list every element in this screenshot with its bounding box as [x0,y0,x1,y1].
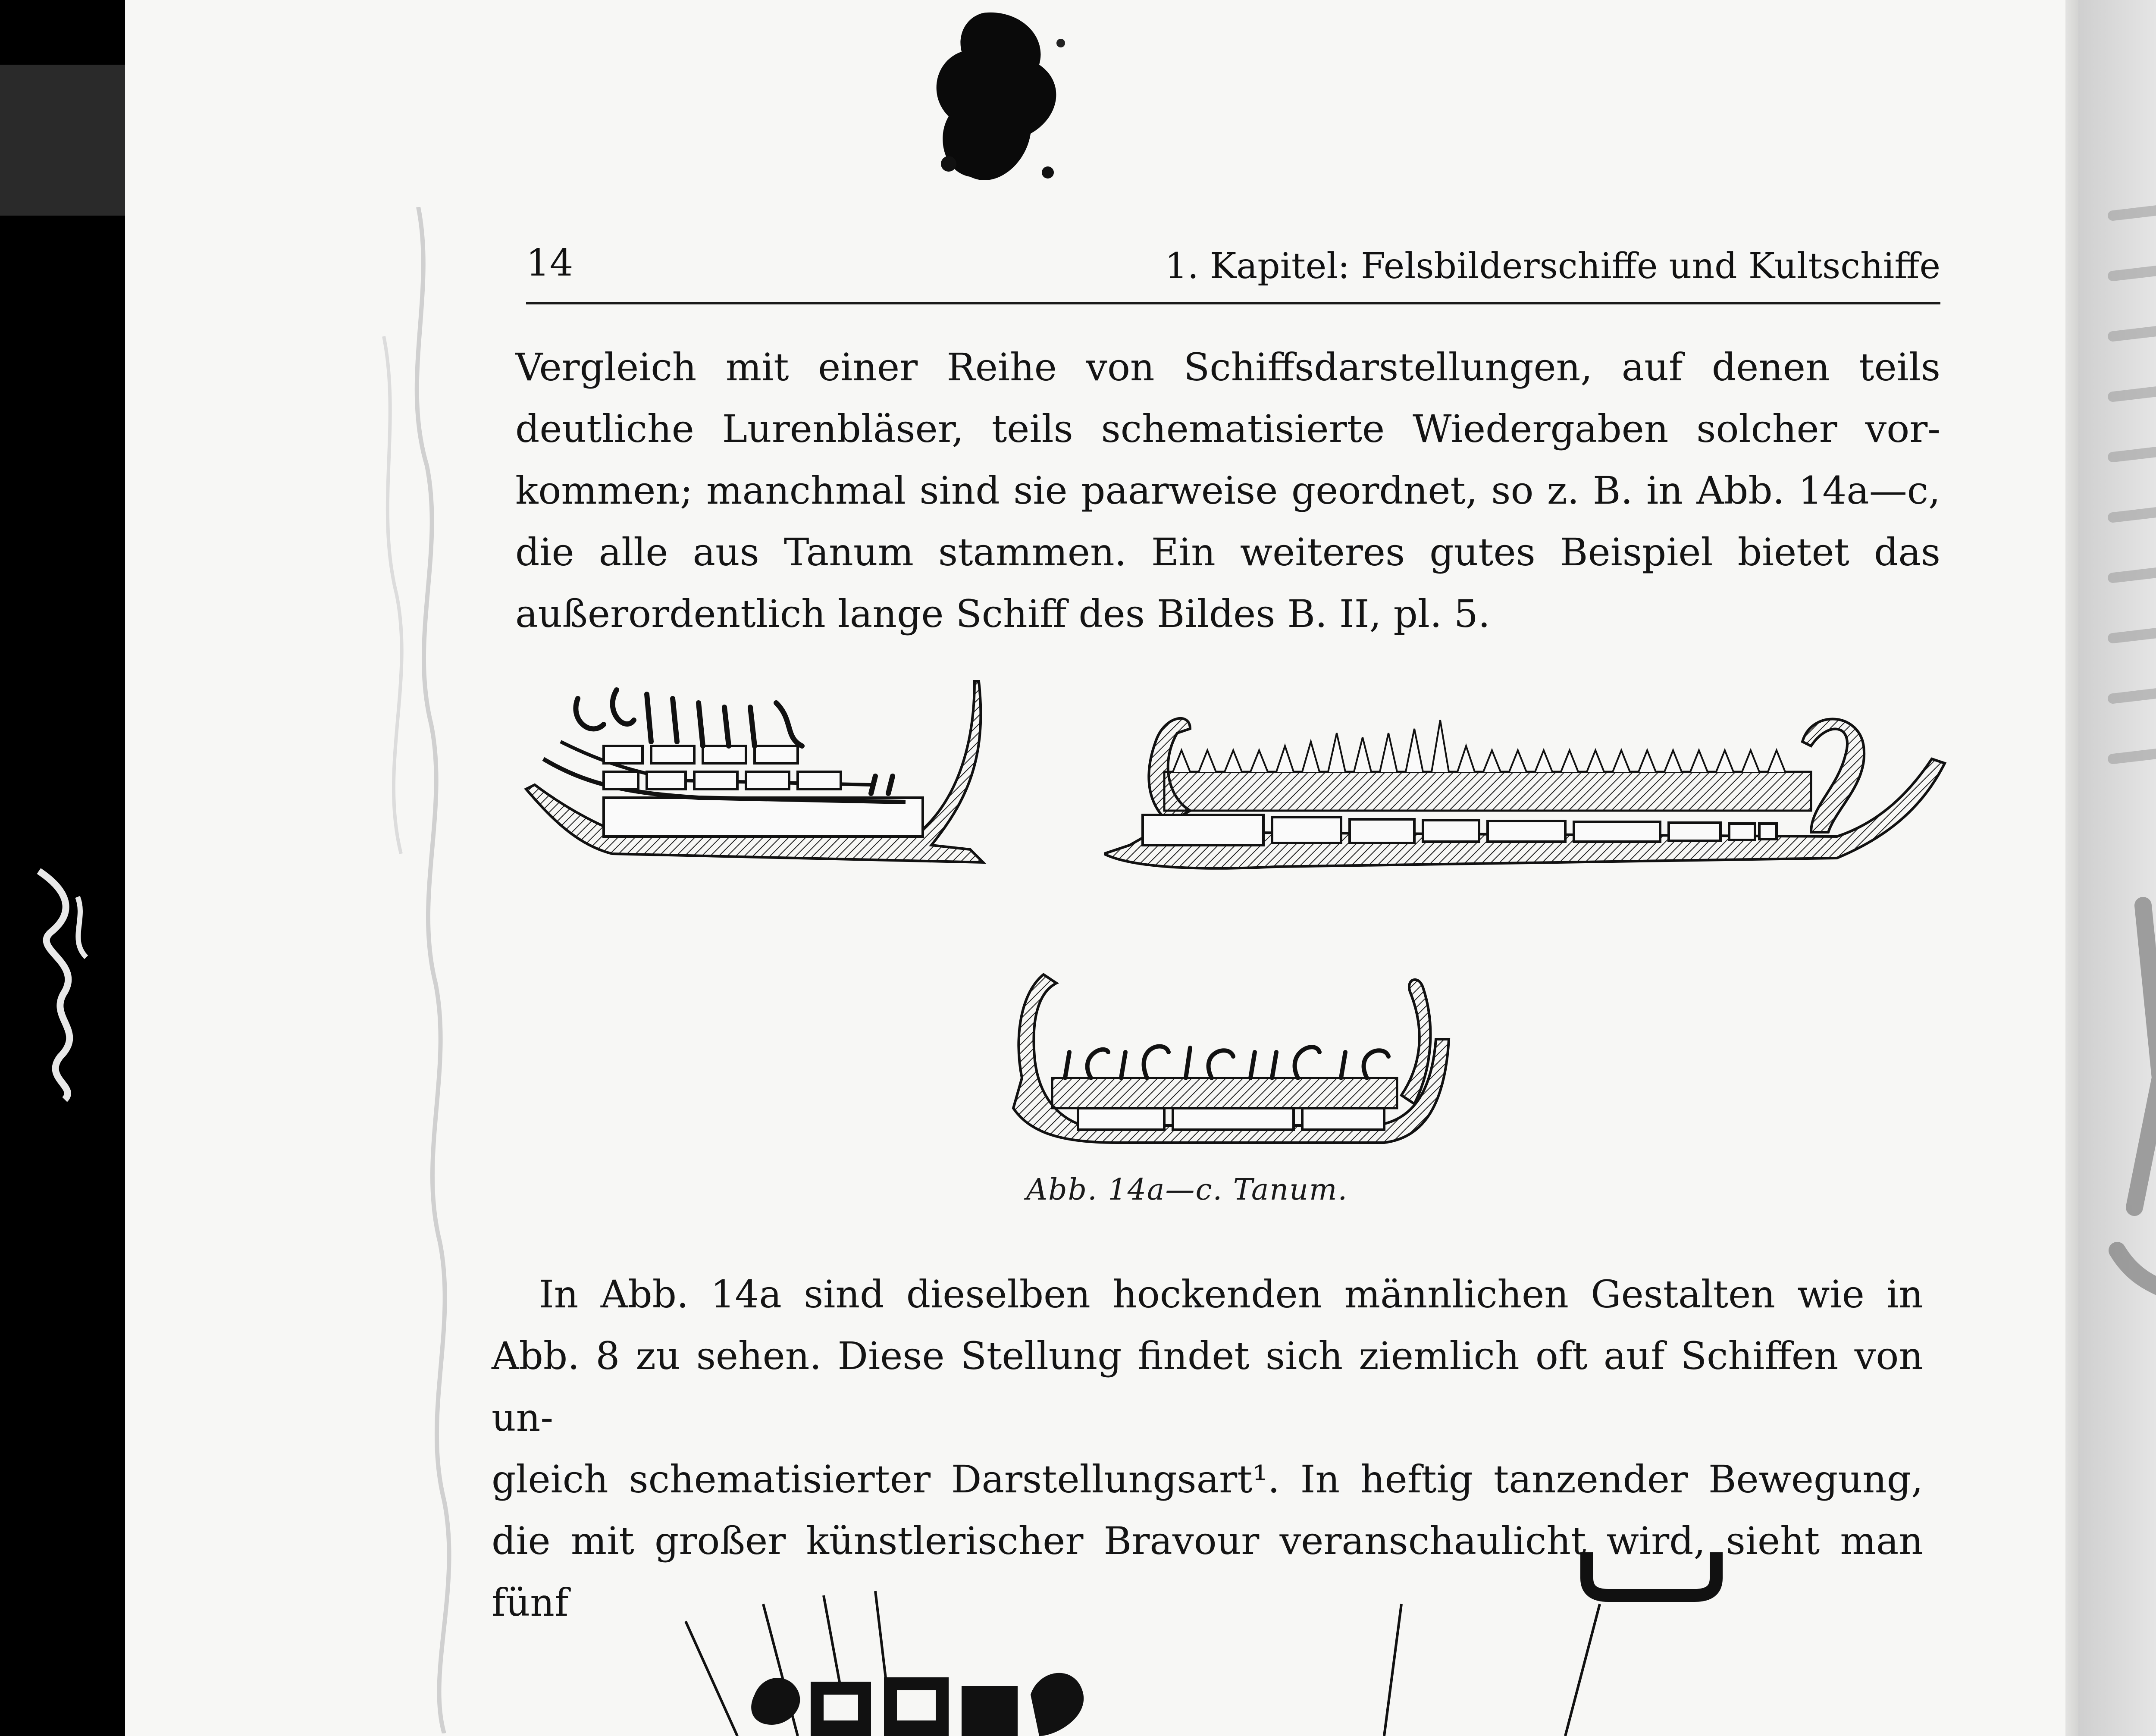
text-line: Abb. 8 zu sehen. Diese Stellung findet sich ziemlich oft auf Schiffen von un- [492,1334,1923,1440]
text-line: deutliche Lurenbläser, teils schematisierte Wiedergaben solcher vor- [515,407,1940,451]
figure-caption: Abb. 14a—c. Tanum. [1026,1173,1348,1207]
text-line: außerordentlich lange Schiff des Bildes B. II, pl. 5. [515,592,1490,636]
pencil-annotation [332,207,505,1733]
rock-carving-ship-14c [1005,966,1457,1151]
text-line: die mit großer künstlerischer Bravour veranschaulicht wird, sieht man fünf [492,1519,1923,1625]
page-header [526,241,1940,304]
margin-handwriting [13,862,108,1104]
running-title: 1. Kapitel: Felsbilderschiffe und Kultschiffe [1165,246,1940,287]
ink-stain [918,9,1082,198]
text-line: gleich schematisierter Darstellungsart¹. In heftig tanzender Bewegung, [492,1457,1923,1501]
rock-carving-ship-14a [517,673,992,880]
rock-carving-ship-14b [1104,694,1949,875]
text-line: In Abb. 14a sind dieselben hockenden männlichen Gestalten wie in [539,1272,1923,1316]
partial-rock-carving-figure [668,1552,1746,1736]
blurred-facing-figure [2091,819,2156,1595]
text-line: Vergleich mit einer Reihe von Schiffsdarstellungen, auf denen teils [515,345,1940,389]
blurred-facing-text [2096,172,2156,862]
text-line: kommen; manchmal sind sie paarweise geordnet, so z. B. in Abb. 14a—c, [515,468,1940,513]
paragraph-top [515,336,1940,645]
page-number: 14 [526,241,573,285]
text-line: die alle aus Tanum stammen. Ein weiteres gutes Beispiel bietet das [515,530,1940,574]
